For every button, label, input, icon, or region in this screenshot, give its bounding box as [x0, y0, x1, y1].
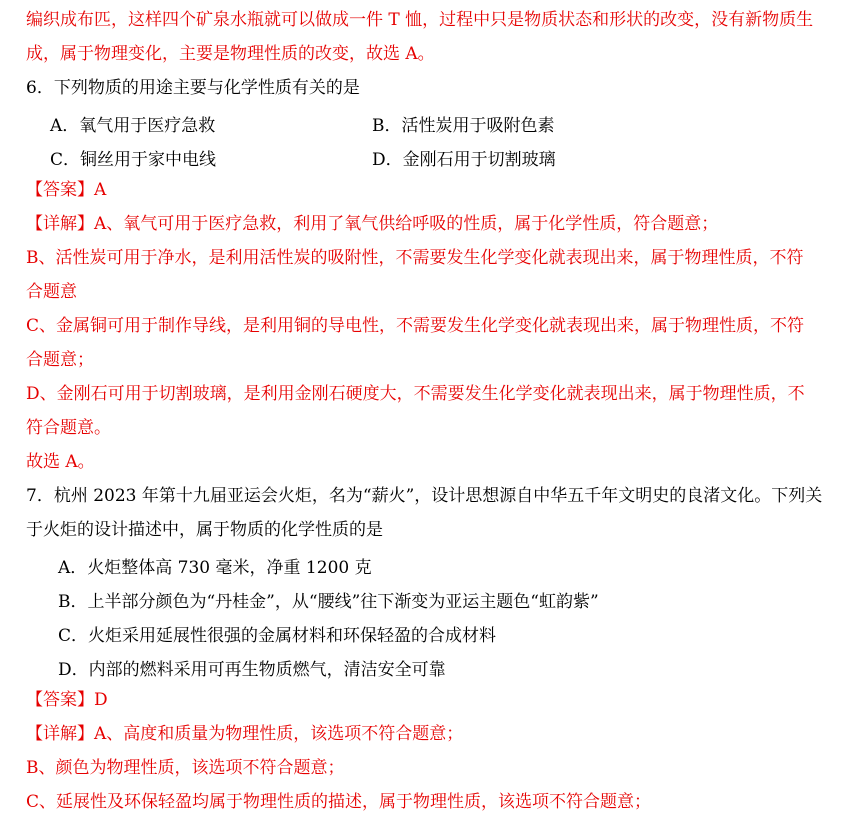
question-7-stem-line-2: 于火炬的设计描述中，属于物质的化学性质的是	[26, 520, 383, 540]
question-7-detail-line-1: 【详解】A、高度和质量为物理性质，该选项不符合题意；	[26, 724, 464, 744]
question-6-option-a: A．氧气用于医疗急救	[50, 116, 216, 136]
question-6-answer: 【答案】A	[26, 180, 107, 200]
question-7-option-c: C．火炬采用延展性很强的金属材料和环保轻盈的合成材料	[58, 626, 497, 646]
question-7-answer: 【答案】D	[26, 690, 108, 710]
question-6-detail-line-3: 合题意	[26, 282, 77, 302]
question-7-detail-line-3: C、延展性及环保轻盈均属于物理性质的描述，属于物理性质，该选项不符合题意；	[26, 792, 652, 812]
question-7-detail-line-2: B、颜色为物理性质，该选项不符合题意；	[26, 758, 345, 778]
question-6-detail-line-6: D、金刚石可用于切割玻璃，是利用金刚石硬度大，不需要发生化学变化就表现出来，属于物理性质，不	[26, 384, 805, 404]
question-6-detail-line-2: B、活性炭可用于净水，是利用活性炭的吸附性，不需要发生化学变化就表现出来，属于物理性质，不符	[26, 248, 804, 268]
prev-explanation-line-2: 成，属于物理变化，主要是物理性质的改变，故选 A。	[26, 44, 435, 64]
question-6-option-c: C．铜丝用于家中电线	[50, 150, 217, 170]
question-6-detail-line-7: 符合题意。	[26, 418, 111, 438]
question-7-option-b: B．上半部分颜色为“丹桂金”，从“腰线”往下渐变为亚运主题色“虹韵紫”	[58, 592, 599, 612]
question-6-option-b: B．活性炭用于吸附色素	[372, 116, 555, 136]
prev-explanation-line-1: 编织成布匹，这样四个矿泉水瓶就可以做成一件 T 恤，过程中只是物质状态和形状的改变，没有新物质生	[26, 10, 814, 30]
question-7-option-d: D．内部的燃料采用可再生物质燃气，清洁安全可靠	[58, 660, 446, 680]
question-6-option-d: D．金刚石用于切割玻璃	[372, 150, 556, 170]
question-6-detail-line-8: 故选 A。	[26, 452, 95, 472]
question-6-stem: 6．下列物质的用途主要与化学性质有关的是	[26, 78, 360, 98]
question-6-detail-line-1: 【详解】A、氧气可用于医疗急救，利用了氧气供给呼吸的性质，属于化学性质，符合题意；	[26, 214, 719, 234]
question-6-detail-line-4: C、金属铜可用于制作导线，是利用铜的导电性，不需要发生化学变化就表现出来，属于物理性质，不符	[26, 316, 805, 336]
question-6-detail-line-5: 合题意；	[26, 350, 94, 370]
question-7-option-a: A．火炬整体高 730 毫米，净重 1200 克	[58, 558, 372, 578]
question-7-stem-line-1: 7．杭州 2023 年第十九届亚运会火炬，名为“薪火”，设计思想源自中华五千年文明史的良渚文化。下列关	[26, 486, 823, 506]
